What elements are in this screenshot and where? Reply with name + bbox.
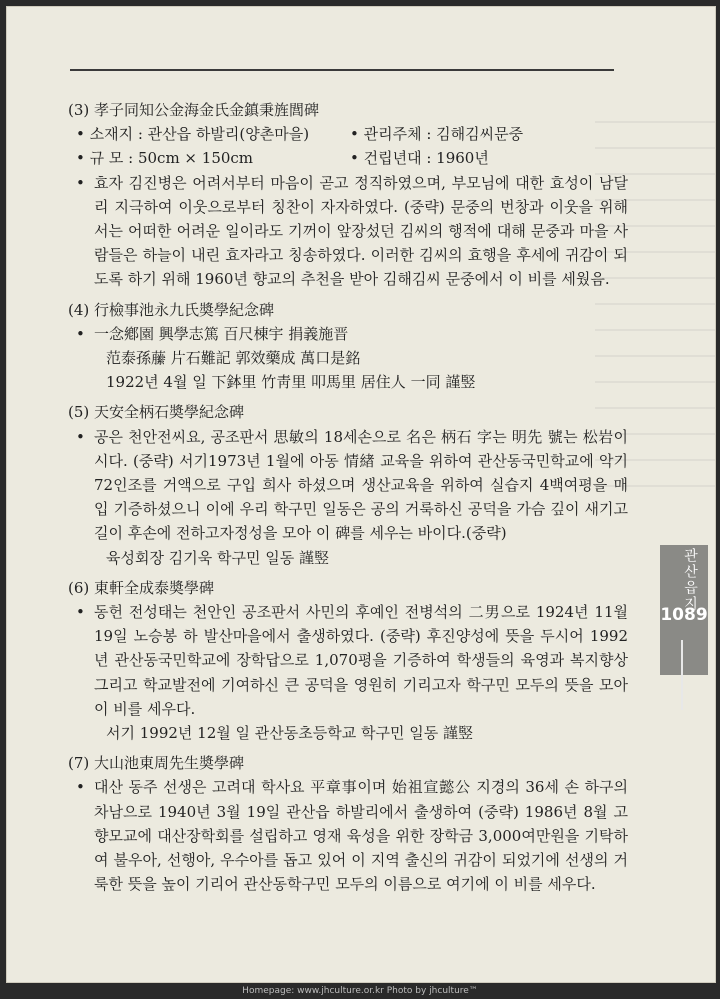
bullet-icon: • xyxy=(76,427,85,446)
section-title: (7) 大山池東周先生奬學碑 xyxy=(68,754,245,773)
info-size: • 규 모 : 50cm × 150cm xyxy=(76,149,254,168)
photo-credit: Homepage: www.jhculture.or.kr Photo by jhculture™ xyxy=(242,986,478,996)
page-number: 1089 xyxy=(660,605,708,625)
bullet-paragraph: • 효자 김진병은 어려서부터 마음이 곧고 정직하였으며, 부모님에 대한 효성이 남달리 지극하여 이웃으로부터 칭찬이 자자하였다. (중략) 문중의 번창과 이웃을 위해서는 어떠한 어려운 일이라도 기꺼이 앞장섰던 김씨의 행적에 대해 문중과 마을 사람들은 하늘이 내린 효자라고 칭송하였다. 이러한 김씨의 효행을 후세에 귀감이 되도록 하기 위해 1960년 향교의 추천을 받아 김해김씨 문중에서 이 비를 세웠음. xyxy=(76,171,628,292)
signature-line: 서기 1992년 12월 일 관산동초등학교 학구민 일동 謹竪 xyxy=(106,724,473,743)
section-title: (5) 天安全柄石奬學紀念碑 xyxy=(68,403,245,422)
info-row xyxy=(76,146,628,170)
bullet-paragraph: • 공은 천안전씨요, 공조판서 思敏의 18세손으로 名은 柄石 字는 明先 號는 松岩이시다. (중략) 서기1973년 1월에 아동 情緖 교육을 위하여 관산동국민학교에 악기 72인조를 거액으로 구입 희사 하셨으며 생산교육을 위하여 실습지 4백여평을 매입 기증하셨으니 이에 우리 학구민 일동은 공의 거룩하신 공덕을 가슴 깊이 새기고 길이 후손에 전하고자정성을 모아 이 碑를 세우는 바이다.(중략) xyxy=(76,425,628,546)
inscription-line: 范泰孫䕨 片石難記 郭效藥成 萬口是銘 xyxy=(106,349,361,368)
page-body xyxy=(68,92,628,897)
header-rule xyxy=(70,69,614,71)
bullet-icon: • xyxy=(76,173,85,192)
tab-divider xyxy=(681,640,683,710)
section-title: (4) 行檢事池永九氏奬學紀念碑 xyxy=(68,300,275,319)
section-title: (6) 東軒全成泰奬學碑 xyxy=(68,578,215,597)
section-title: (3) 孝子同知公金海金氏金鎮秉旌閭碑 xyxy=(68,101,320,119)
bullet-paragraph: • 동헌 전성태는 천안인 공조판서 사민의 후예인 전병석의 二男으로 1924년 11월 19일 노승봉 하 발산마을에서 출생하였다. (중략) 후진양성에 뜻을 두시어 1992년 관산동국민학교에 장학답으로 1,070평을 기증하여 학생들의 육영과 복지향상 그리고 학교발전에 기여하신 큰 공덕을 영원히 기리고자 학구민 모두의 뜻을 모아 이 비를 세우다. xyxy=(76,600,628,721)
bullet-icon: • xyxy=(76,603,85,622)
inscription-line: 1922년 4월 일 下鉢里 竹靑里 叩馬里 居住人 一同 謹竪 xyxy=(106,373,476,392)
signature-line: 육성회장 김기욱 학구민 일동 謹竪 xyxy=(106,548,329,567)
bullet-paragraph: • 一念鄕園 興學志篤 百尺棟宇 捐義施晋 xyxy=(76,322,628,346)
info-row xyxy=(76,122,628,146)
info-year: • 건립년대 : 1960년 xyxy=(350,149,489,168)
bullet-icon: • xyxy=(76,778,85,797)
bullet-icon: • xyxy=(76,324,85,343)
info-location: • 소재지 : 관산읍 하발리(양촌마을) xyxy=(76,125,310,144)
bullet-paragraph: • 대산 동주 선생은 고려대 학사요 平章事이며 始祖宣懿公 지경의 36세 손 하구의 차남으로 1940년 3월 19일 관산읍 하발리에서 출생하여 (중략) 1986년 8월 고향모교에 대산장학회를 설립하고 영재 육성을 위한 장학금 3,000여만원을 기탁하여 불우아, 선행아, 우수아를 돕고 있어 이 지역 출신의 귀감이 되었기에 선생의 거룩한 뜻을 높이 기리어 관산동학구민 모두의 이름으로 여기에 이 비를 세우다. xyxy=(76,775,628,896)
chapter-tab-label: 관산읍지 xyxy=(682,548,698,612)
info-manager: • 관리주체 : 김해김씨문중 xyxy=(350,125,524,144)
